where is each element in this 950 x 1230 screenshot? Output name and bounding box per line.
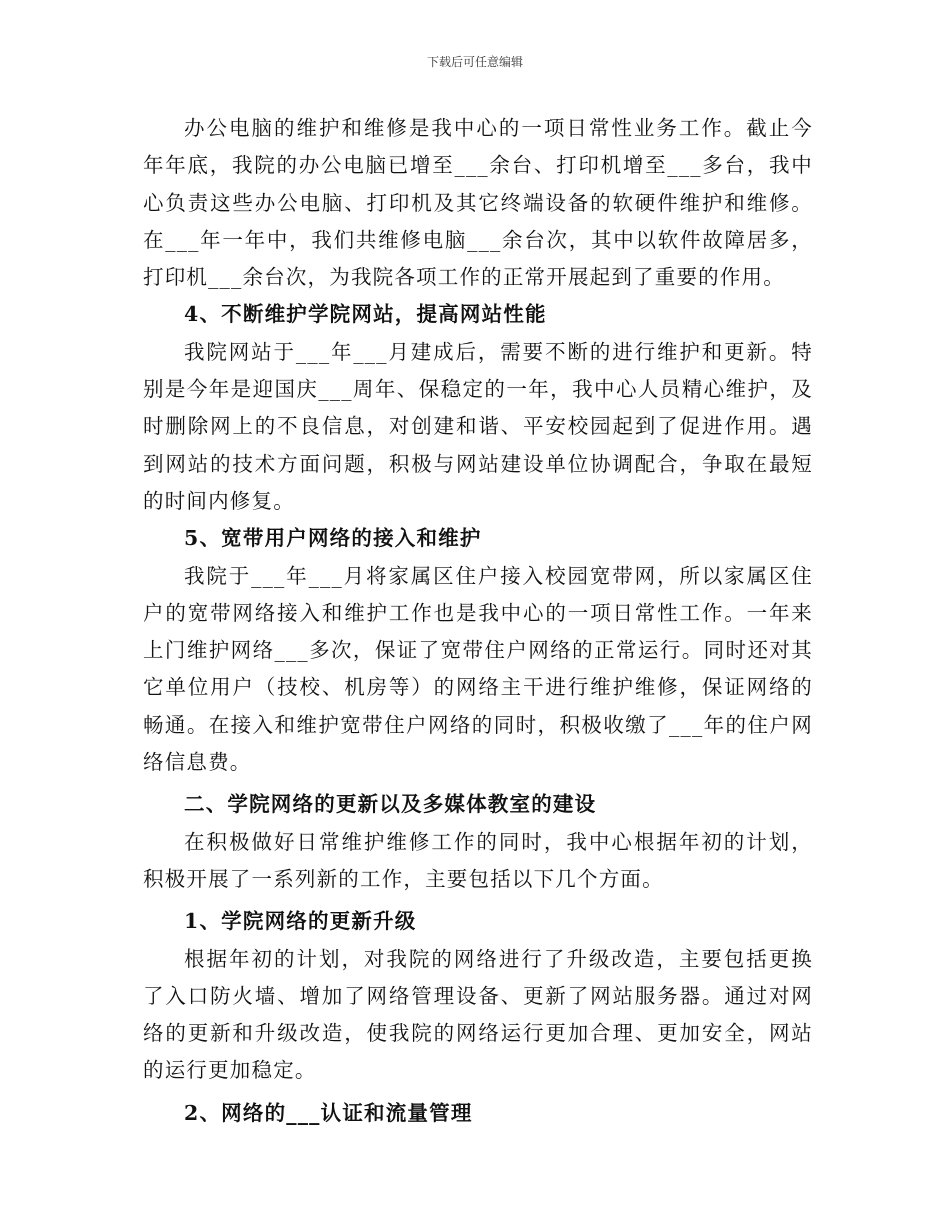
page-header: 下载后可任意编辑 bbox=[426, 55, 523, 69]
section-heading: 二、学院网络的更新以及多媒体教室的建设 bbox=[184, 792, 597, 817]
paragraph: 根据年初的计划，对我院的网络进行了升级改造，主要包括更换了入口防火墙、增加了网络管理设备、更新了网站服务器。通过对网络的更新和升级改造，使我院的网络运行更加合理、更加安全，网站的运行更加稳定。 bbox=[143, 946, 813, 1083]
paragraph: 办公电脑的维护和维修是我中心的一项日常性业务工作。截止今年年底，我院的办公电脑已增至___余台、打印机增至___多台，我中心负责这些办公电脑、打印机及其它终端设备的软硬件维护和维修。在___年一年中，我们共维修电脑___余台次，其中以软件故障居多，打印机___余台次，为我院各项工作的正常开展起到了重要的作用。 bbox=[143, 116, 813, 290]
section-heading: 2、网络的___认证和流量管理 bbox=[184, 1100, 473, 1125]
section-heading: 5、宽带用户网络的接入和维护 bbox=[184, 526, 482, 551]
section-heading: 4、不断维护学院网站，提高网站性能 bbox=[184, 302, 547, 327]
document-body bbox=[143, 110, 813, 1132]
section-heading: 1、学院网络的更新升级 bbox=[184, 909, 417, 934]
paragraph: 我院网站于___年___月建成后，需要不断的进行维护和更新。特别是今年是迎国庆___周年、保稳定的一年，我中心人员精心维护，及时删除网上的不良信息，对创建和谐、平安校园起到了促进作用。遇到网站的技术方面问题，积极与网站建设单位协调配合，争取在最短的时间内修复。 bbox=[143, 339, 813, 513]
paragraph: 我院于___年___月将家属区住户接入校园宽带网，所以家属区住户的宽带网络接入和维护工作也是我中心的一项日常性工作。一年来上门维护网络___多次，保证了宽带住户网络的正常运行。同时还对其它单位用户（技校、机房等）的网络主干进行维护维修，保证网络的畅通。在接入和维护宽带住户网络的同时，积极收缴了___年的住户网络信息费。 bbox=[143, 563, 813, 775]
paragraph: 在积极做好日常维护维修工作的同时，我中心根据年初的计划，积极开展了一系列新的工作，主要包括以下几个方面。 bbox=[143, 829, 813, 891]
